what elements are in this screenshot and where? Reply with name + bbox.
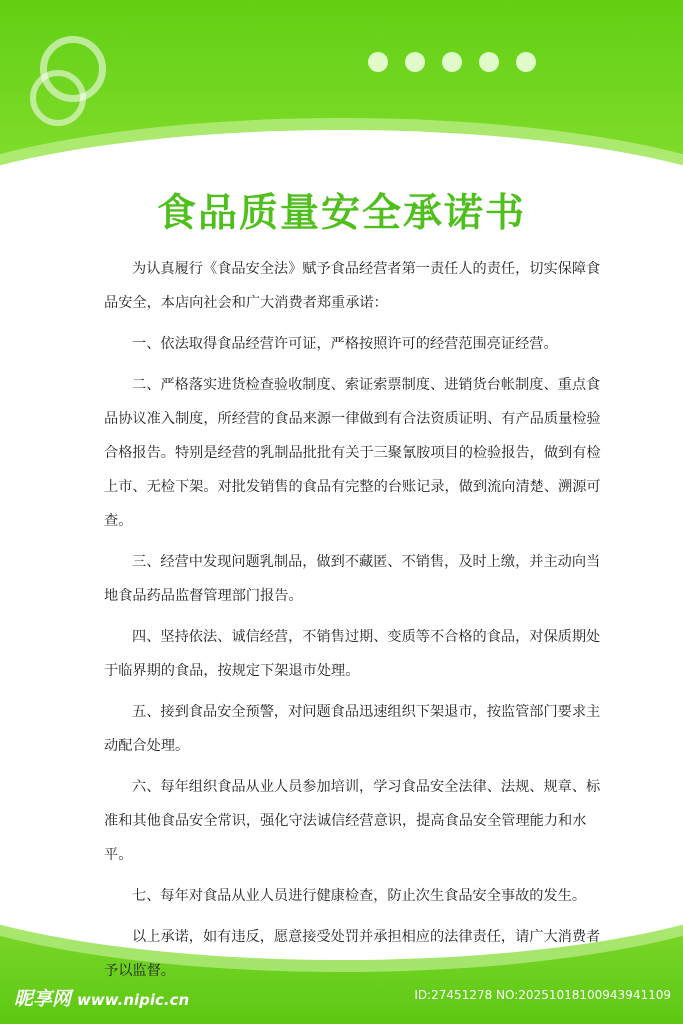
paragraph-item-6: 六、每年组织食品从业人员参加培训，学习食品安全法律、法规、规章、标准和其他食品安全常识，强化守法诚信经营意识，提高食品安全管理能力和水平。 (104, 779, 601, 863)
watermark-url: www.nipic.cn (77, 991, 190, 1009)
paragraph-item-3: 三、经营中发现问题乳制品，做到不藏匿、不销售，及时上缴，并主动向当地食品药品监督管理部门报告。 (104, 554, 601, 604)
dot-decoration (479, 52, 499, 72)
ring-decoration (30, 70, 86, 126)
document-body (104, 252, 608, 995)
dot-decoration (368, 52, 388, 72)
dot-decoration (442, 52, 462, 72)
watermark-left (14, 984, 189, 1011)
document-title: 食品质量安全承诺书 (156, 191, 526, 236)
paragraph-intro: 为认真履行《食品安全法》赋予食品经营者第一责任人的责任，切实保障食品安全，本店向社会和广大消费者郑重承诺： (104, 261, 601, 311)
dot-decoration (516, 52, 536, 72)
dot-decoration (405, 52, 425, 72)
paragraph-item-7: 七、每年对食品从业人员进行健康检查，防止次生食品安全事故的发生。 (132, 888, 587, 904)
watermark-logo: 昵享网 (14, 988, 72, 1010)
paragraph-closing: 以上承诺，如有违反，愿意接受处罚并承担相应的法律责任，请广大消费者予以监督。 (104, 929, 601, 979)
paragraph-item-4: 四、坚持依法、诚信经营，不销售过期、变质等不合格的食品，对保质期处于临界期的食品，按规定下架退市处理。 (104, 629, 601, 679)
watermark-id: ID:27451278 NO:20251018100943941109 (414, 988, 671, 1002)
paragraph-item-2: 二、严格落实进货检查验收制度、索证索票制度、进销货台帐制度、重点食品协议准入制度，所经营的食品来源一律做到有合法资质证明、有产品质量检验合格报告。特别是经营的乳制品批批有关于三聚氰胺项目的检验报告，做到有检上市、无检下架。对批发销售的食品有完整的台账记录，做到流向清楚、溯源可查。 (104, 377, 601, 529)
paragraph-item-5: 五、接到食品安全预警，对问题食品迅速组织下架退市，按监管部门要求主动配合处理。 (104, 704, 601, 754)
dot-decoration-row (368, 52, 536, 72)
paragraph-item-1: 一、依法取得食品经营许可证，严格按照许可的经营范围亮证经营。 (132, 336, 558, 352)
